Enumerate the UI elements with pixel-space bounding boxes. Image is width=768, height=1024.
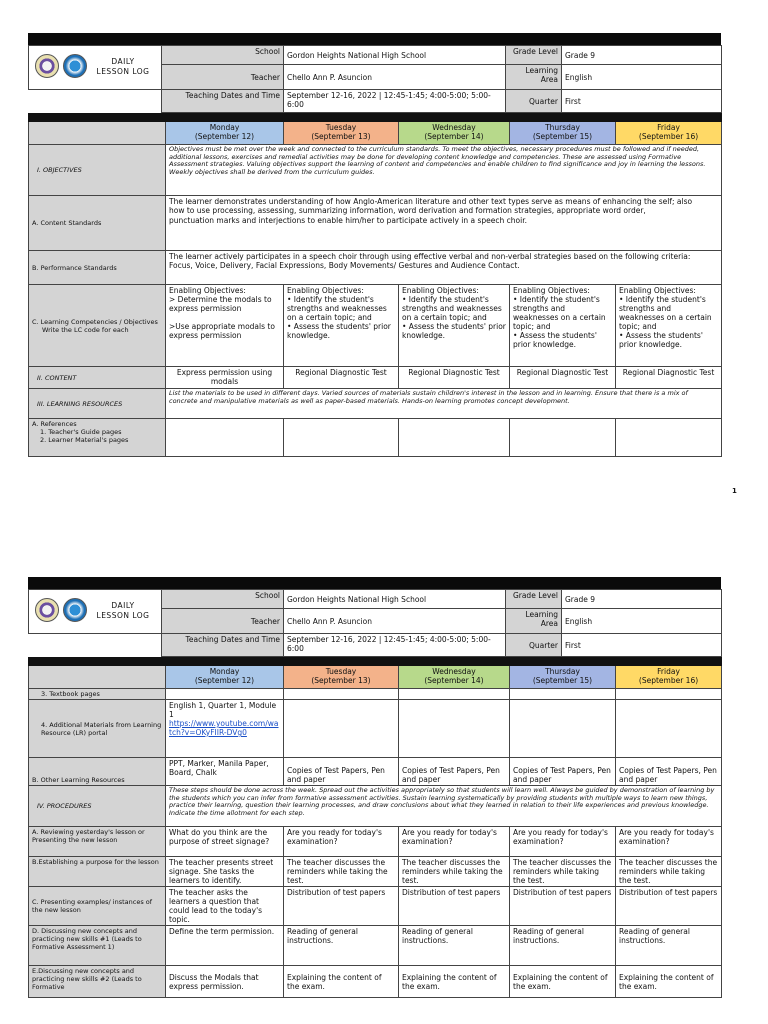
logo-cell: [29, 46, 162, 90]
other-resources-wednesday: Copies of Test Papers, Pen and paper: [399, 758, 510, 786]
dates-label-2: Teaching Dates and Time: [162, 634, 284, 657]
performance-standards-label: B. Performance Standards: [29, 251, 166, 285]
top-black-bar: [28, 33, 721, 45]
deped-seal-icon: [35, 54, 59, 78]
procedure-a-label: A. Reviewing yesterday's lesson or Presenting the new lesson: [29, 827, 166, 857]
content-friday: Regional Diagnostic Test: [616, 367, 722, 389]
procedure-e-friday: Explaining the content of the exam.: [616, 966, 722, 998]
content-standards-label: A. Content Standards: [29, 196, 166, 251]
page-number: 1: [732, 487, 737, 495]
deped-seal-icon: [35, 598, 59, 622]
dates-label: Teaching Dates and Time: [162, 90, 284, 113]
day-thursday: Thursday (September 15): [510, 666, 616, 689]
main-table-1: [28, 113, 722, 457]
procedure-e-label: E.Discussing new concepts and practicing new skills #2 (Leads to Formative: [29, 966, 166, 998]
procedures-label: IV. PROCEDURES: [29, 786, 166, 827]
procedure-a-wednesday: Are you ready for today's examination?: [399, 827, 510, 857]
grade-value-2: Grade 9: [562, 590, 722, 609]
content-monday: Express permission using modals: [166, 367, 284, 389]
lesson-log-page-1: [28, 33, 721, 457]
procedure-d-tuesday: Reading of general instructions.: [284, 926, 399, 966]
day-thursday: Thursday (September 15): [510, 122, 616, 145]
teacher-value-2: Chello Ann P. Asuncion: [284, 609, 506, 634]
school-value: Gordon Heights National High School: [284, 46, 506, 65]
other-resources-tuesday: Copies of Test Papers, Pen and paper: [284, 758, 399, 786]
procedure-b-thursday: The teacher discusses the reminders while taking the test.: [510, 857, 616, 887]
grade-label: Grade Level: [506, 46, 562, 65]
header-table-2: [28, 589, 722, 657]
dll-title-line1: DAILY: [111, 57, 135, 66]
area-value-2: English: [562, 609, 722, 634]
dates-value: September 12-16, 2022 | 12:45-1:45; 4:00-5:00; 5:00-6:00: [284, 90, 506, 113]
competencies-label: C. Learning Competencies / Objectives Write the LC code for each: [29, 285, 166, 367]
procedure-b-tuesday: The teacher discusses the reminders while taking the test.: [284, 857, 399, 887]
references-tuesday: [284, 419, 399, 457]
header-table: [28, 45, 722, 113]
main-table-2: [28, 657, 722, 998]
competency-wednesday: Enabling Objectives: • Identify the student's strengths and weaknesses on a certain topic; and • Assess the students' prior knowledge.: [399, 285, 510, 367]
quarter-label-2: Quarter: [506, 634, 562, 657]
logo-cell-2: [29, 590, 162, 634]
procedures-note: These steps should be done across the week. Spread out the activities appropriately so that students will learn well. Always be guided by demonstration of learning by the students which you can infer from formative assessment activities. Sustain learning systematically by providing students with multiple ways to learn new things, practice their learning, question their learning processes, and draw conclusions about what they learned in relation to their life experiences and previous knowledge. Indicate the time allotment for each step.: [166, 786, 722, 827]
references-label: A. References: [32, 420, 77, 428]
other-resources-label: B. Other Learning Resources: [29, 758, 166, 786]
procedure-c-wednesday: Distribution of test papers: [399, 887, 510, 926]
school-label-2: School: [162, 590, 284, 609]
content-tuesday: Regional Diagnostic Test: [284, 367, 399, 389]
competency-monday: Enabling Objectives: > Determine the modals to express permission >Use appropriate modals to express permission: [166, 285, 284, 367]
procedure-b-label: B.Establishing a purpose for the lesson: [29, 857, 166, 887]
objectives-label: I. OBJECTIVES: [29, 145, 166, 196]
procedure-b-wednesday: The teacher discusses the reminders while taking the test.: [399, 857, 510, 887]
references-label-cell: [29, 419, 166, 457]
days-header-row-2: [29, 666, 722, 689]
procedure-a-friday: Are you ready for today's examination?: [616, 827, 722, 857]
references-wednesday: [399, 419, 510, 457]
procedure-e-monday: Discuss the Modals that express permission.: [166, 966, 284, 998]
content-thursday: Regional Diagnostic Test: [510, 367, 616, 389]
performance-standards-text: The learner actively participates in a speech choir through using effective verbal and non-verbal strategies based on the following criteria: Focus, Voice, Delivery, Facial Expressions, Body Movements/ Gestures and Audience Contact.: [166, 251, 722, 285]
other-resources-friday: Copies of Test Papers, Pen and paper: [616, 758, 722, 786]
school-value-2: Gordon Heights National High School: [284, 590, 506, 609]
lesson-log-page-2: [28, 577, 721, 998]
quarter-value: First: [562, 90, 722, 113]
procedure-c-thursday: Distribution of test papers: [510, 887, 616, 926]
dates-value-2: September 12-16, 2022 | 12:45-1:45; 4:00-5:00; 5:00-6:00: [284, 634, 506, 657]
day-tuesday: Tuesday (September 13): [284, 666, 399, 689]
dll-title: [93, 57, 153, 77]
teacher-value: Chello Ann P. Asuncion: [284, 65, 506, 90]
content-label: II. CONTENT: [29, 367, 166, 389]
competency-thursday: Enabling Objectives: • Identify the student's strengths and weaknesses on a certain topic; and • Assess the students' prior knowledge.: [510, 285, 616, 367]
teacher-label: Teacher: [162, 65, 284, 90]
additional-materials-label: 4. Additional Materials from Learning Resource (LR) portal: [29, 700, 166, 758]
references-monday: [166, 419, 284, 457]
procedure-e-thursday: Explaining the content of the exam.: [510, 966, 616, 998]
procedure-d-thursday: Reading of general instructions.: [510, 926, 616, 966]
competency-friday: Enabling Objectives: • Identify the student's strengths and weaknesses on a certain topic; and • Assess the students' prior knowledge.: [616, 285, 722, 367]
deped-logo-icon: [63, 54, 87, 78]
procedure-a-thursday: Are you ready for today's examination?: [510, 827, 616, 857]
procedure-c-label: C. Presenting examples/ instances of the new lesson: [29, 887, 166, 926]
procedure-d-label: D. Discussing new concepts and practicing new skills #1 (Leads to Formative Assessment 1): [29, 926, 166, 966]
deped-logo-icon: [63, 598, 87, 622]
procedure-b-monday: The teacher presents street signage. She tasks the learners to identify.: [166, 857, 284, 887]
procedure-b-friday: The teacher discusses the reminders while taking the test.: [616, 857, 722, 887]
quarter-value-2: First: [562, 634, 722, 657]
teacher-label-2: Teacher: [162, 609, 284, 634]
day-tuesday: Tuesday (September 13): [284, 122, 399, 145]
top-black-bar-2: [28, 577, 721, 589]
procedure-e-wednesday: Explaining the content of the exam.: [399, 966, 510, 998]
learning-resources-note: List the materials to be used in different days. Varied sources of materials sustain children's interest in the lesson and in learning. Ensure that there is a mix of concrete and manipulative materials as well as paper-based materials. Hands-on learning promotes concept development.: [166, 389, 722, 419]
procedure-d-friday: Reading of general instructions.: [616, 926, 722, 966]
procedure-c-monday: The teacher asks the learners a question that could lead to the today's topic.: [166, 887, 284, 926]
area-label-2: Learning Area: [506, 609, 562, 634]
procedure-d-monday: Define the term permission.: [166, 926, 284, 966]
days-header-row: [29, 122, 722, 145]
other-resources-thursday: Copies of Test Papers, Pen and paper: [510, 758, 616, 786]
dll-title-2: DAILY LESSON LOG: [96, 601, 150, 620]
textbook-label: 3. Textbook pages: [29, 689, 166, 700]
day-friday: Friday (September 16): [616, 666, 722, 689]
procedure-d-wednesday: Reading of general instructions.: [399, 926, 510, 966]
references-thursday: [510, 419, 616, 457]
content-wednesday: Regional Diagnostic Test: [399, 367, 510, 389]
procedure-e-tuesday: Explaining the content of the exam.: [284, 966, 399, 998]
references-friday: [616, 419, 722, 457]
additional-materials-monday: English 1, Quarter 1, Module 1 https://www.youtube.com/watch?v=OKyFIIR-DVg0: [166, 700, 284, 758]
objectives-note: Objectives must be met over the week and connected to the curriculum standards. To meet the objectives, necessary procedures must be followed and if needed, additional lessons, exercises and remedial activities may be done for developing content knowledge and competencies. These are assessed using Formative Assessment strategies. Valuing objectives support the learning of content and competencies and enable children to find significance and joy in learning the lessons. Weekly objectives shall be derived from the curriculum guides.: [166, 145, 722, 196]
day-monday: Monday (September 12): [166, 122, 284, 145]
dll-title-line2: LESSON LOG: [96, 67, 150, 76]
area-label: Learning Area: [506, 65, 562, 90]
grade-value: Grade 9: [562, 46, 722, 65]
procedure-c-friday: Distribution of test papers: [616, 887, 722, 926]
day-monday: Monday (September 12): [166, 666, 284, 689]
grade-label-2: Grade Level: [506, 590, 562, 609]
youtube-link[interactable]: https://www.youtube.com/watch?v=OKyFIIR-DVg0: [169, 719, 279, 737]
day-wednesday: Wednesday (September 14): [399, 666, 510, 689]
day-wednesday: Wednesday (September 14): [399, 122, 510, 145]
procedure-a-tuesday: Are you ready for today's examination?: [284, 827, 399, 857]
day-friday: Friday (September 16): [616, 122, 722, 145]
procedure-a-monday: What do you think are the purpose of street signage?: [166, 827, 284, 857]
procedure-c-tuesday: Distribution of test papers: [284, 887, 399, 926]
content-standards-text: The learner demonstrates understanding of how Anglo-American literature and other text types serve as means of enhancing the self; also how to use processing, assessing, summarizing information, word derivation and formation strategies, appropriate word order, punctuation marks and interjections to enable him/her to participate actively in a speech choir.: [166, 196, 722, 251]
area-value: English: [562, 65, 722, 90]
quarter-label: Quarter: [506, 90, 562, 113]
other-resources-monday: PPT, Marker, Manila Paper, Board, Chalk: [166, 758, 284, 786]
teachers-guide-label: 1. Teacher's Guide pages: [40, 428, 122, 436]
learner-material-label: 2. Learner Material's pages: [40, 436, 129, 444]
school-label: School: [162, 46, 284, 65]
competency-tuesday: Enabling Objectives: • Identify the student's strengths and weaknesses on a certain topic; and • Assess the students' prior knowledge.: [284, 285, 399, 367]
learning-resources-label: III. LEARNING RESOURCES: [29, 389, 166, 419]
